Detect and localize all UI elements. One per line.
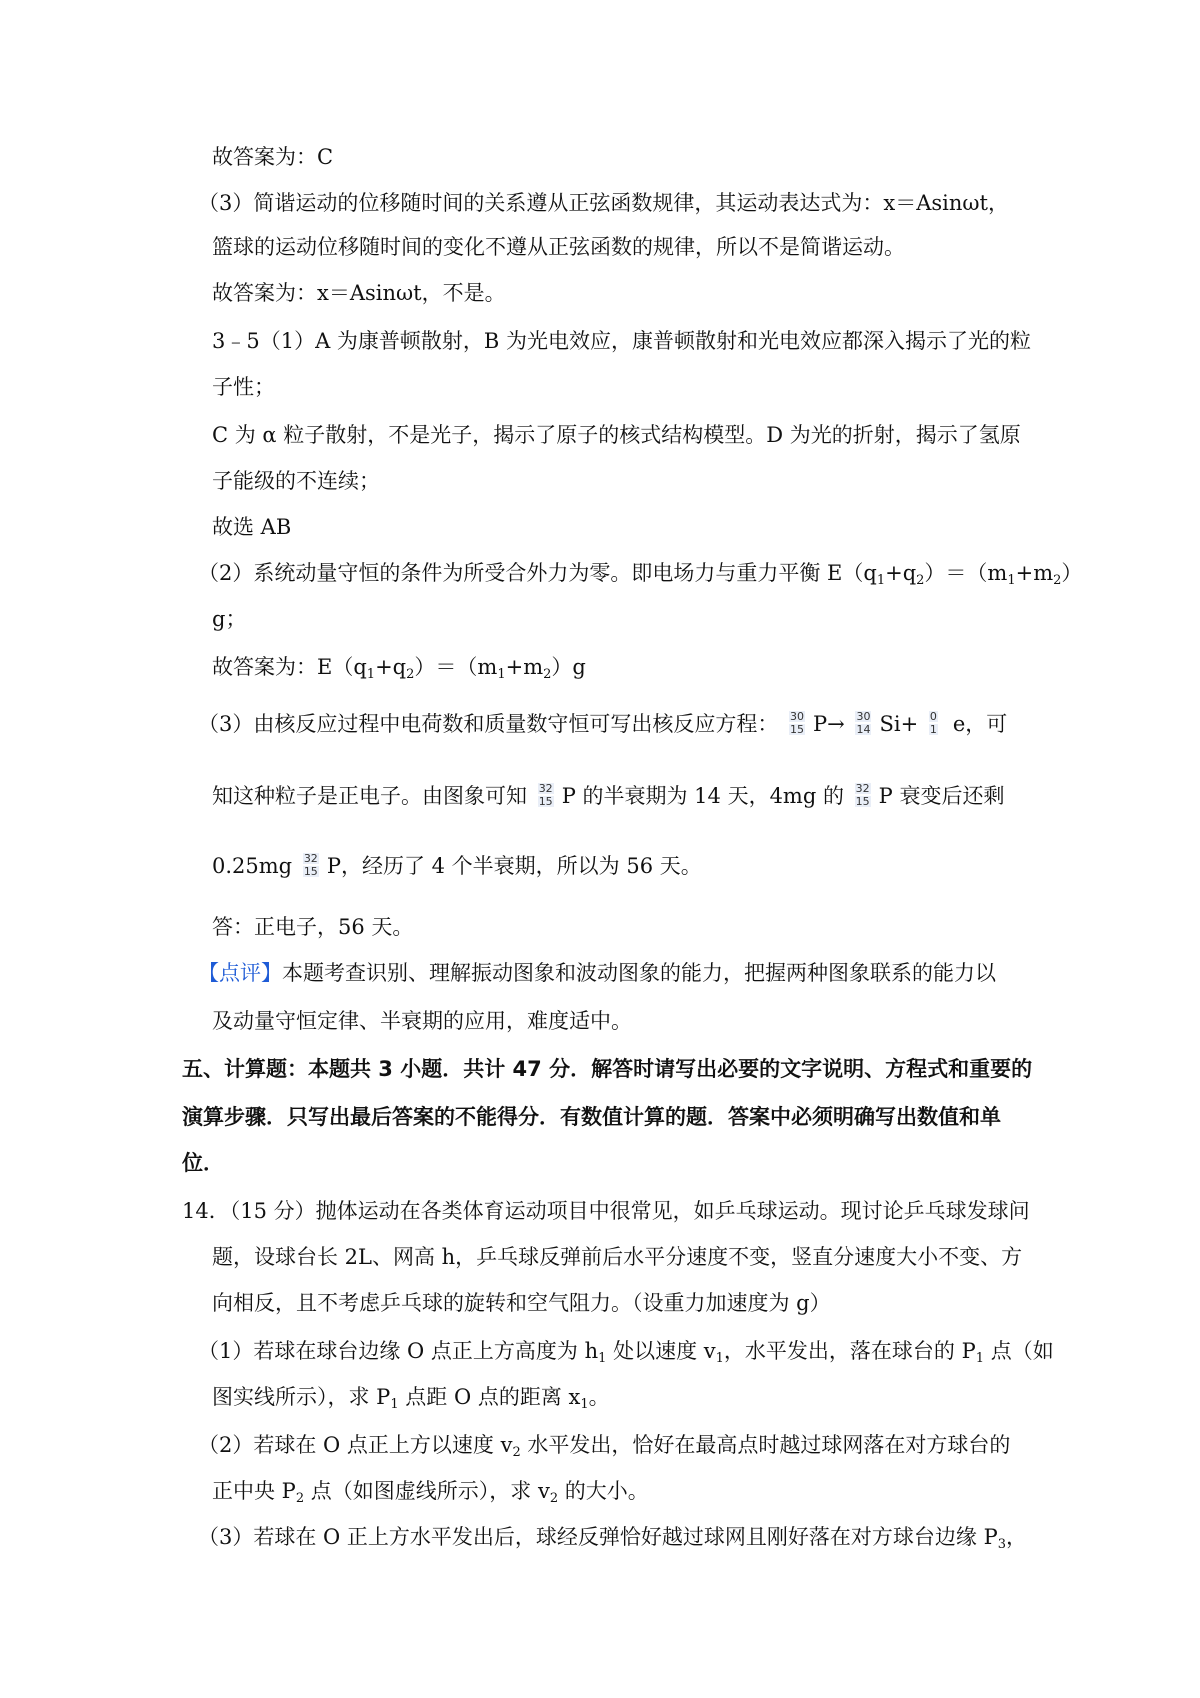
text-line: 【点评】本题考查识别、理解振动图象和波动图象的能力，把握两种图象联系的能力以 (198, 961, 996, 985)
text-line: 0.25mg 32 15 P，经历了 4 个半衰期，所以为 56 天。 (212, 851, 702, 881)
section-heading: 演算步骤．只写出最后答案的不能得分．有数值计算的题．答案中必须明确写出数值和单 (182, 1105, 1001, 1129)
question-text: 图实线所示），求 $P_1$ 点距 O 点的距离 $x_1$。 (212, 1385, 610, 1412)
section-heading: 五、计算题：本题共 3 小题．共计 47 分．解答时请写出必要的文字说明、方程式和重要的 (182, 1057, 1033, 1081)
nuclide-p32-symbol: 32 15 (538, 782, 553, 808)
nuclide-p30-symbol: 30 15 (790, 710, 805, 736)
text-line: （3）简谐运动的位移随时间的关系遵从正弦函数规律，其运动表达式为：x＝Asinωt， (198, 191, 1009, 215)
text-line: 故答案为：C (212, 145, 334, 169)
section-heading: 位． (182, 1151, 224, 1175)
text-line: 3﹣5（1）A 为康普顿散射，B 为光电效应，康普顿散射和光电效应都深入揭示了光的粒 (212, 329, 1032, 353)
text-line: （2）系统动量守恒的条件为所受合外力为零。即电场力与重力平衡 $E(q_1+q_2)=(m_1+m_2)$ (198, 561, 1083, 588)
question-text: （3）若球在 O 正上方水平发出后，球经反弹恰好越过球网且刚好落在对方球台边缘 $P_3$， (198, 1525, 1028, 1552)
nuclide-p32-symbol: 32 15 (303, 852, 318, 878)
text-line: 知这种粒子是正电子。由图象可知 32 15 P 的半衰期为 14 天，4mg 的 32 15 P 衰变后还剩 (212, 781, 1004, 811)
text-line: g； (212, 607, 247, 631)
comment-tag: 【点评】 (198, 961, 282, 985)
question-text: （2）若球在 O 点正上方以速度 $v_2$ 水平发出，恰好在最高点时越过球网落在对方球台的 (198, 1433, 1011, 1460)
text-line: 故答案为：$E(q_1+q_2)=(m_1+m_2)g$ (212, 655, 586, 682)
text-line: 子能级的不连续； (212, 469, 380, 493)
text-line: 故选 AB (212, 515, 292, 539)
nuclide-e0-symbol: 0 1 (929, 710, 937, 736)
text-line: 故答案为：x＝Asinωt，不是。 (212, 281, 506, 305)
text-line: 子性； (212, 375, 275, 399)
nuclide-si30-symbol: 30 14 (856, 710, 871, 736)
nuclide-p32-symbol: 32 15 (855, 782, 870, 808)
text-line: C 为 α 粒子散射，不是光子，揭示了原子的核式结构模型。D 为光的折射，揭示了氢原 (212, 423, 1021, 447)
question-text: （1）若球在球台边缘 O 点正上方高度为 $h_1$ 处以速度 $v_1$，水平发出，落在球台的 $P_1$ 点（如 (198, 1339, 1054, 1366)
text-line: （3）由核反应过程中电荷数和质量数守恒可写出核反应方程： 30 15 P→ 30 14 Si+ 0 1 e，可 (198, 709, 1007, 739)
text-line: 篮球的运动位移随时间的变化不遵从正弦函数的规律，所以不是简谐运动。 (212, 235, 905, 259)
question-text: 向相反，且不考虑乒乓球的旋转和空气阻力。（设重力加速度为 g） (212, 1291, 831, 1315)
text-line: 答：正电子，56 天。 (212, 915, 414, 939)
question-text: 14．（15 分）抛体运动在各类体育运动项目中很常见，如乒乓球运动。现讨论乒乓球发球问 (182, 1199, 1030, 1223)
question-text: 题，设球台长 2L、网高 h，乒乓球反弹前后水平分速度不变，竖直分速度大小不变、方 (212, 1245, 1023, 1269)
text-line: 及动量守恒定律、半衰期的应用，难度适中。 (212, 1009, 632, 1033)
question-text: 正中央 $P_2$ 点（如图虚线所示），求 $v_2$ 的大小。 (212, 1479, 649, 1506)
